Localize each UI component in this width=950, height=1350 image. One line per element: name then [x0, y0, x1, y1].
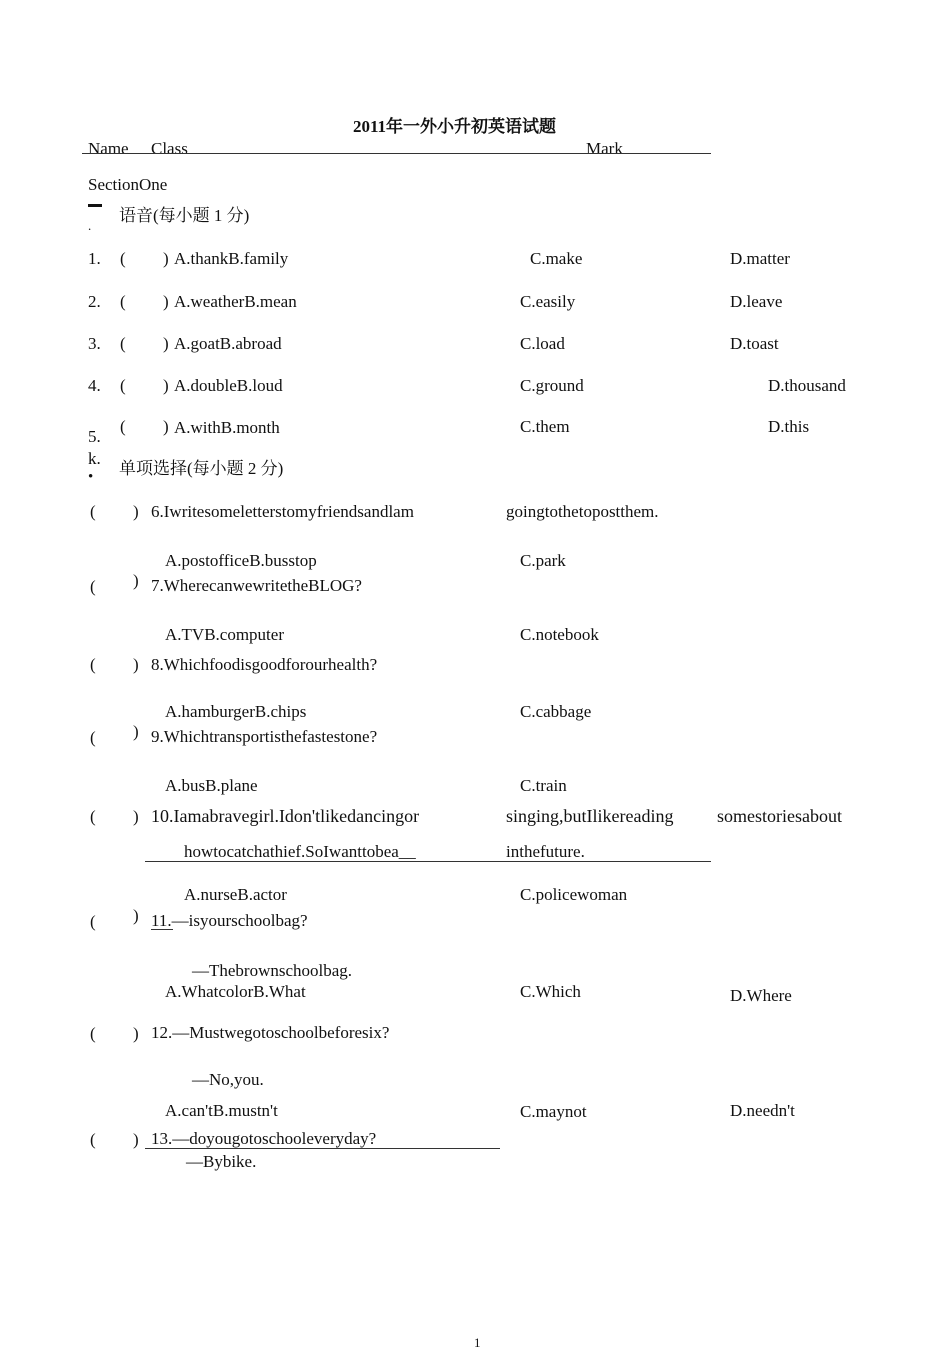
q9-option-c: C.train — [520, 776, 567, 795]
q8-close-paren: ) — [133, 655, 139, 674]
section-dot: . — [88, 218, 92, 233]
q2-close-paren: ) — [163, 292, 169, 311]
q10-stem-continued: singing,butIlikereading — [506, 806, 674, 826]
q12-close-paren: ) — [133, 1024, 139, 1043]
part1-heading: 语音(每小题 1 分) — [119, 206, 250, 225]
q3-close-paren: ) — [163, 334, 169, 353]
q3-option-c: C.load — [520, 334, 565, 353]
q1-options-ab: A.thankB.family — [174, 249, 289, 268]
q8-open-paren: ( — [90, 655, 96, 674]
q10-stem: 10.Iamabravegirl.Idon'tlikedancingor — [151, 806, 420, 826]
q8-stem: 8.Whichfoodisgoodforourhealth? — [151, 655, 378, 674]
class-label: Class — [151, 139, 188, 158]
q6-stem: 6.Iwritesomeletterstomyfriendsandlam — [151, 502, 414, 521]
q9-open-paren: ( — [90, 728, 96, 747]
q12-answer: —No,you. — [192, 1070, 264, 1089]
header-underline — [82, 153, 711, 154]
q11-option-c: C.Which — [520, 982, 581, 1001]
section-bullet: • — [88, 469, 94, 485]
q12-option-d: D.needn't — [730, 1101, 795, 1120]
q11-option-d: D.Where — [730, 986, 792, 1005]
q10-options-ab: A.nurseB.actor — [184, 885, 287, 904]
q10-open-paren: ( — [90, 807, 96, 826]
q4-number: 4. — [88, 376, 101, 395]
q10-close-paren: ) — [133, 807, 139, 826]
q10-stem-line2-end: inthefuture. — [506, 842, 585, 861]
q2-option-c: C.easily — [520, 292, 576, 311]
q9-options-ab: A.busB.plane — [165, 776, 258, 795]
q6-open-paren: ( — [90, 502, 96, 521]
q5-option-d: D.this — [768, 417, 810, 436]
q12-option-c: C.maynot — [520, 1102, 587, 1121]
q13-close-paren: ) — [133, 1130, 139, 1149]
q13-open-paren: ( — [90, 1130, 96, 1149]
section-k-marker: k. — [88, 449, 101, 468]
q12-options-ab: A.can'tB.mustn't — [165, 1101, 278, 1120]
q4-close-paren: ) — [163, 376, 169, 395]
name-label: Name — [88, 139, 129, 158]
q11-stem: 11.—isyourschoolbag? — [151, 911, 308, 930]
q13-answer: —Bybike. — [186, 1152, 257, 1171]
q3-options-ab: A.goatB.abroad — [174, 334, 282, 353]
q1-option-c: C.make — [530, 249, 583, 268]
q9-close-paren: ) — [133, 722, 139, 741]
q10-stem-line2: howtocatchathief.SoIwanttobea__ — [184, 842, 416, 861]
q11-answer: —Thebrownschoolbag. — [192, 961, 353, 980]
q2-option-d: D.leave — [730, 292, 783, 311]
q5-options-ab: A.withB.month — [174, 418, 280, 437]
q4-open-paren: ( — [120, 376, 126, 395]
q11-blank-line — [151, 929, 173, 930]
q10-stem-end: somestoriesabout — [717, 806, 842, 826]
q7-open-paren: ( — [90, 577, 96, 596]
q10-option-c: C.policewoman — [520, 885, 628, 904]
q6-close-paren: ) — [133, 502, 139, 521]
q13-underline — [145, 1148, 500, 1149]
page-number: 1 — [474, 1335, 481, 1350]
q6-options-ab: A.postofficeB.busstop — [165, 551, 317, 570]
q1-option-d: D.matter — [730, 249, 790, 268]
q5-close-paren: ) — [163, 417, 169, 436]
q11-open-paren: ( — [90, 912, 96, 931]
q10-underline — [145, 861, 711, 862]
q7-close-paren: ) — [133, 571, 139, 590]
part2-heading: 单项选择(每小题 2 分) — [119, 459, 284, 478]
q2-open-paren: ( — [120, 292, 126, 311]
q6-stem-continued: goingtothetopostthem. — [506, 502, 659, 521]
q1-close-paren: ) — [163, 249, 169, 268]
page-title: 2011年一外小升初英语试题 — [353, 117, 557, 136]
q5-option-c: C.them — [520, 417, 570, 436]
q1-open-paren: ( — [120, 249, 126, 268]
q5-number: 5. — [88, 427, 101, 446]
q11-options-ab: A.WhatcolorB.What — [165, 982, 306, 1001]
q11-close-paren: ) — [133, 906, 139, 925]
q3-option-d: D.toast — [730, 334, 779, 353]
q4-options-ab: A.doubleB.loud — [174, 376, 283, 395]
q12-stem: 12.—Mustwegotoschoolbeforesix? — [151, 1023, 390, 1042]
section-dash — [88, 204, 102, 207]
q12-open-paren: ( — [90, 1024, 96, 1043]
q1-number: 1. — [88, 249, 101, 268]
q7-options-ab: A.TVB.computer — [165, 625, 284, 644]
q9-stem: 9.Whichtransportisthefastestone? — [151, 727, 378, 746]
q7-stem: 7.WherecanwewritetheBLOG? — [151, 576, 362, 595]
q3-number: 3. — [88, 334, 101, 353]
q2-options-ab: A.weatherB.mean — [174, 292, 297, 311]
q5-open-paren: ( — [120, 417, 126, 436]
q8-options-ab: A.hamburgerB.chips — [165, 702, 307, 721]
mark-label: Mark — [586, 139, 623, 158]
section-one-label: SectionOne — [88, 175, 168, 194]
q4-option-c: C.ground — [520, 376, 584, 395]
q13-stem: 13.—doyougotoschooleveryday? — [151, 1129, 377, 1148]
q6-option-c: C.park — [520, 551, 566, 570]
q4-option-d: D.thousand — [768, 376, 846, 395]
q3-open-paren: ( — [120, 334, 126, 353]
q8-option-c: C.cabbage — [520, 702, 592, 721]
q7-option-c: C.notebook — [520, 625, 599, 644]
q2-number: 2. — [88, 292, 101, 311]
